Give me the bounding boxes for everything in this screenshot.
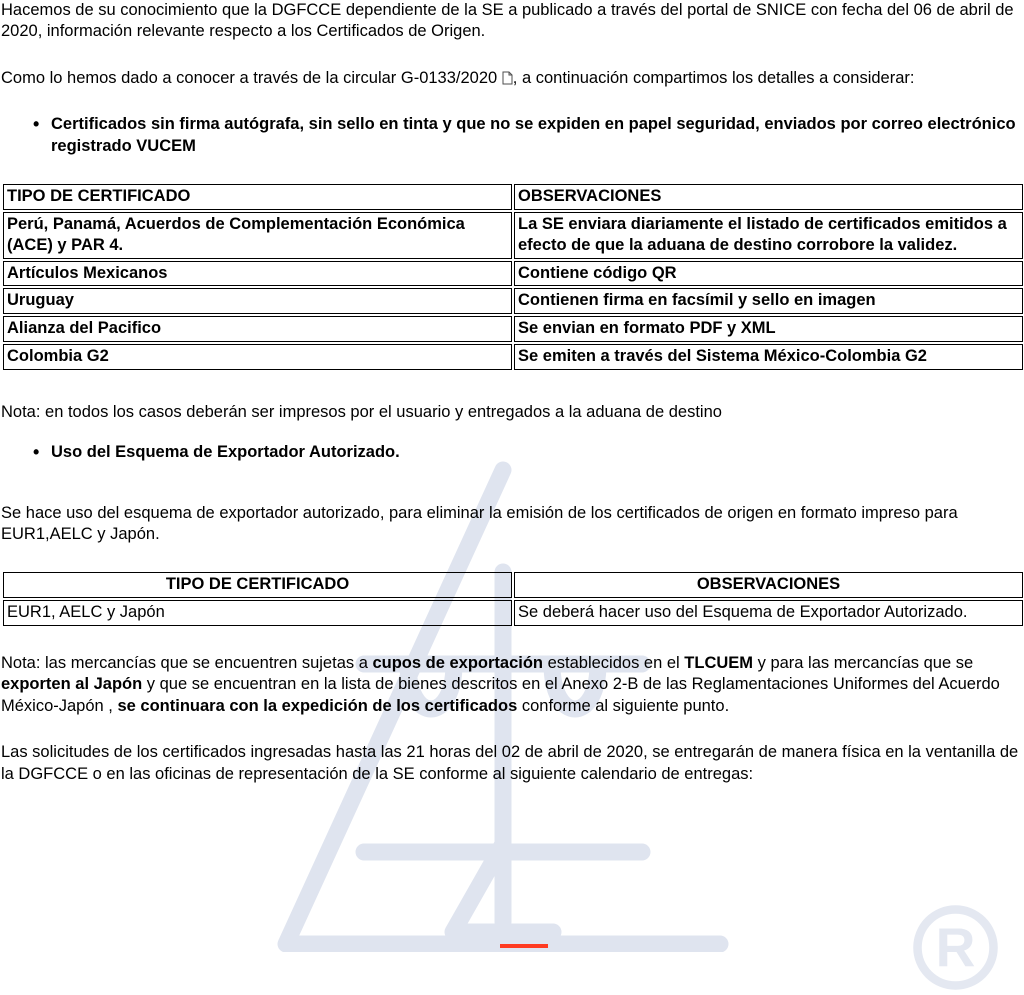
column-header-tipo-de-certificado: TIPO DE CERTIFICADO xyxy=(3,184,512,210)
cell-tipo: Alianza del Pacifico xyxy=(3,316,512,342)
exporter-paragraph: Se hace uso del esquema de exportador autorizado, para eliminar la emisión de los certificados de origen en formato impreso para EUR1,AELC y Japón. xyxy=(1,503,958,543)
circular-paragraph-text-after: , a continuación compartimos los detalles a considerar: xyxy=(512,68,915,87)
list-item: • Uso del Esquema de Exportador Autorizado. xyxy=(51,442,1022,463)
spacer xyxy=(1,157,1022,182)
note2-bold-cupos: cupos de exportación xyxy=(372,653,544,672)
spacer xyxy=(1,717,1022,742)
spacer xyxy=(1,372,1022,402)
cell-tipo: Artículos Mexicanos xyxy=(3,261,512,287)
svg-text:R: R xyxy=(935,916,976,979)
cell-tipo: Uruguay xyxy=(3,288,512,314)
certificates-table-2 xyxy=(1,570,1024,628)
table-row xyxy=(3,261,1023,287)
circular-paragraph xyxy=(1,68,1022,89)
table-row xyxy=(3,316,1023,342)
note2-bold-japon: exporten al Japón xyxy=(1,675,143,694)
cell-observaciones: Se envian en formato PDF y XML xyxy=(514,316,1023,342)
table-header-row xyxy=(3,184,1023,210)
closing-paragraph: Las solicitudes de los certificados ingresadas hasta las 21 horas del 02 de abril de 2020, se entregarán de manera física en la ventanilla de la DGFCCE o en las oficinas de representación de la SE conforme al siguiente calendario de entregas: xyxy=(1,743,1019,783)
spacer xyxy=(1,464,1022,503)
cell-observaciones: Se emiten a través del Sistema México-Colombia G2 xyxy=(514,344,1023,370)
cell-tipo: Colombia G2 xyxy=(3,344,512,370)
note2-bold-tlcuem: TLCUEM xyxy=(684,653,754,672)
note2-segment-3: y para las mercancías que se xyxy=(753,653,974,672)
spacer xyxy=(1,89,1022,114)
cell-observaciones: La SE enviara diariamente el listado de certificados emitidos a efecto de que la aduana de destino corrobore la validez. xyxy=(514,212,1023,259)
bullet-list-exporter xyxy=(1,442,1022,463)
table-row xyxy=(3,344,1023,370)
spacer xyxy=(1,423,1022,442)
spacer xyxy=(1,545,1022,570)
circular-paragraph-text-before: Como lo hemos dado a conocer a través de la circular G-0133/2020 xyxy=(1,68,502,87)
note2-segment-1: Nota: las mercancías que se encuentren sujetas a xyxy=(1,653,373,672)
table-header-row xyxy=(3,572,1023,598)
column-header-observaciones: OBSERVACIONES xyxy=(514,572,1023,598)
note2-segment-5: conforme al siguiente punto. xyxy=(517,696,730,715)
spacer xyxy=(1,628,1022,653)
column-header-observaciones: OBSERVACIONES xyxy=(514,184,1023,210)
note2-segment-2: establecidos en el xyxy=(543,653,685,672)
cell-observaciones: Se deberá hacer uso del Esquema de Exportador Autorizado. xyxy=(514,600,1023,626)
certificates-table-1 xyxy=(1,182,1024,371)
cell-tipo: Perú, Panamá, Acuerdos de Complementación Económica (ACE) y PAR 4. xyxy=(3,212,512,259)
document-attachment-icon xyxy=(502,70,513,84)
red-accent-line xyxy=(500,944,548,948)
table-row xyxy=(3,288,1023,314)
list-item: • Certificados sin firma autógrafa, sin sello en tinta y que no se expiden en papel seguridad, enviados por correo electrónico registrado VUCEM xyxy=(51,114,1022,157)
note2-bold-expedicion: se continuara con la expedición de los certificados xyxy=(117,696,518,715)
cell-tipo: EUR1, AELC y Japón xyxy=(3,600,512,626)
note-paragraph-1: Nota: en todos los casos deberán ser impresos por el usuario y entregados a la aduana de destino xyxy=(1,402,722,421)
bullet-list-certificates xyxy=(1,114,1022,157)
table-row xyxy=(3,600,1023,626)
note-paragraph-2 xyxy=(1,653,1022,717)
intro-paragraph: Hacemos de su conocimiento que la DGFCCE dependiente de la SE a publicado a través del portal de SNICE con fecha del 06 de abril de 2020, información relevante respecto a los Certificados de Origen. xyxy=(1,1,1014,41)
column-header-tipo-de-certificado: TIPO DE CERTIFICADO xyxy=(3,572,512,598)
cell-observaciones: Contiene código QR xyxy=(514,261,1023,287)
note2-segment-4: y que se encuentran en la lista de bienes descritos en el Anexo 2-B de las Reglamentaciones Uniformes del Acuerdo México-Japón , xyxy=(1,675,1000,715)
cell-observaciones: Contienen firma en facsímil y sello en imagen xyxy=(514,288,1023,314)
spacer xyxy=(1,43,1022,68)
watermark-registered-r-icon xyxy=(908,900,1003,995)
table-row xyxy=(3,212,1023,259)
